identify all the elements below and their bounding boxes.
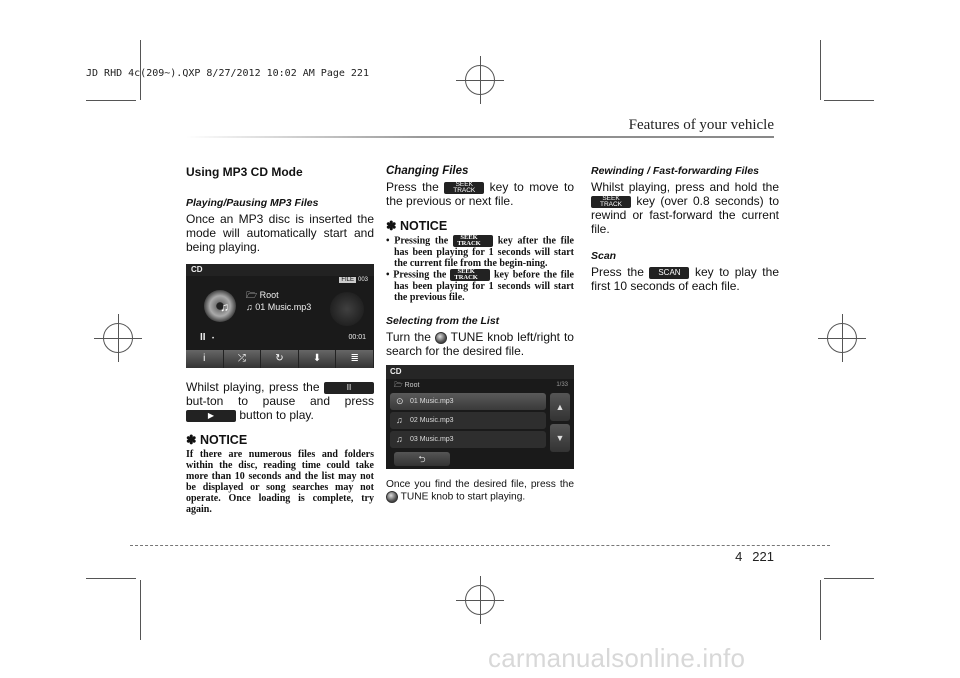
- paragraph: [386, 330, 574, 358]
- seek-track-key-icon: [444, 182, 484, 194]
- text-run: key to play the first 10 seconds of each file.: [591, 265, 779, 293]
- list-item-label: 03 Music.mp3: [410, 436, 454, 443]
- text-run: but-ton to pause and press: [186, 394, 374, 408]
- track-name: [246, 302, 311, 312]
- column-2: [386, 165, 574, 504]
- key-label: SEEK: [602, 194, 620, 202]
- registration-mark-icon: [465, 65, 495, 95]
- crop-mark: [820, 580, 821, 640]
- footer-rule: [130, 545, 830, 546]
- text-run: Whilst playing, press the: [186, 380, 320, 394]
- key-label: TRACK: [457, 240, 481, 247]
- shuffle-icon[interactable]: ⤮: [224, 350, 262, 368]
- notice-bullet: [386, 269, 574, 303]
- crop-mark: [824, 578, 874, 579]
- text-run: Turn the: [386, 330, 431, 344]
- cd-playback-screen: [186, 264, 374, 368]
- notice-heading: ✽ NOTICE: [186, 433, 248, 447]
- screen-mode-label: CD: [390, 367, 402, 376]
- pause-indicator: II: [200, 332, 206, 343]
- screen-button-bar: [186, 350, 374, 368]
- folder-name-text: Root: [404, 382, 420, 389]
- page-number-value: 221: [752, 549, 774, 564]
- text-run: Once you find the desired file, press the: [386, 479, 574, 490]
- file-number-value: 003: [357, 277, 368, 283]
- info-icon[interactable]: i: [186, 350, 224, 368]
- seek-track-key-icon: [591, 196, 631, 208]
- text-run: TUNE knob to start playing.: [400, 491, 526, 503]
- pause-key-icon: II: [324, 382, 374, 394]
- text-run: key to move to the previous or next file.: [386, 180, 574, 208]
- header-rule: [186, 136, 774, 138]
- paragraph: [591, 180, 779, 236]
- key-label: TRACK: [599, 200, 623, 208]
- back-button[interactable]: ⮌: [394, 452, 450, 466]
- paragraph: [186, 380, 374, 422]
- seek-track-key-icon: [450, 269, 490, 281]
- music-note-icon: ♫: [246, 302, 256, 312]
- list-item-label: 01 Music.mp3: [410, 398, 454, 405]
- music-note-icon: ♫: [220, 300, 229, 314]
- file-tag: FILE: [341, 277, 354, 283]
- text-run: Press the: [386, 180, 439, 194]
- key-label: TRACK: [454, 274, 478, 281]
- text-run: key before the file has been playing for 1 seconds will start the previous file.: [394, 269, 574, 303]
- notice-text: If there are numerous files and folders within the disc, reading time could take more than 10 seconds and the list may not be displayed or song searches may not operate. Once loading is complete, try again.: [186, 449, 374, 515]
- subheading: Rewinding / Fast-forwarding Files: [591, 165, 760, 177]
- paragraph: [386, 479, 574, 504]
- visualizer-graphic: [330, 292, 364, 326]
- play-time: 00:01: [348, 334, 366, 341]
- text-run: • Pressing the: [386, 269, 447, 281]
- crop-mark: [824, 100, 874, 101]
- screen-status-bar: [386, 365, 574, 379]
- tune-knob-icon: [435, 332, 447, 344]
- key-label: TRACK: [453, 186, 476, 194]
- music-note-icon: ♫: [396, 415, 403, 425]
- watermark: carmanualsonline.info: [488, 643, 746, 673]
- registration-mark-icon: [465, 585, 495, 615]
- list-item[interactable]: [390, 431, 546, 448]
- scroll-down-button[interactable]: ▼: [550, 424, 570, 452]
- notice-bullet: [386, 235, 574, 269]
- crop-mark: [140, 580, 141, 640]
- crop-mark: [820, 40, 821, 100]
- text-run: Whilst playing, press and hold the: [591, 180, 779, 194]
- subheading: Scan: [591, 250, 617, 262]
- file-list-screen: [386, 365, 574, 469]
- folder-name-text: Root: [259, 290, 279, 300]
- folder-name: [394, 381, 419, 392]
- music-note-icon: ♫: [396, 434, 403, 444]
- text-run: button to play.: [239, 408, 314, 422]
- text-run: key (over 0.8 seconds) to rewind or fast-forward the current file.: [591, 194, 779, 236]
- save-icon[interactable]: ⬇: [299, 350, 337, 368]
- screen-mode-label: CD: [191, 265, 203, 274]
- subheading: Selecting from the List: [386, 315, 500, 327]
- folder-icon: 🗁: [246, 290, 260, 300]
- list-page-count: 1/33: [556, 382, 568, 388]
- list-item[interactable]: [390, 393, 546, 410]
- scan-key-icon: SCAN: [649, 267, 689, 279]
- key-label: SEEK: [455, 180, 473, 188]
- folder-icon: 🗁: [394, 382, 405, 389]
- screen-status-bar: [186, 264, 374, 276]
- text-run: key after the file has been playing for 1 seconds will start the current file from the begin-ning.: [394, 235, 574, 269]
- list-item[interactable]: [390, 412, 546, 429]
- disc-icon: [204, 290, 236, 322]
- text-run: TUNE knob left/right to search for the desired file.: [386, 330, 574, 358]
- track-name-text: 01 Music.mp3: [255, 302, 312, 312]
- crop-mark: [86, 100, 136, 101]
- section-title: Using MP3 CD Mode: [186, 165, 303, 179]
- play-key-icon: ▶: [186, 410, 236, 422]
- paragraph: [386, 180, 574, 208]
- running-head: Features of your vehicle: [628, 117, 774, 133]
- print-slug: JD RHD 4c(209~).QXP 8/27/2012 10:02 AM Page 221: [86, 68, 369, 79]
- paragraph: [591, 265, 779, 293]
- notice-heading: ✽ NOTICE: [386, 219, 448, 233]
- page-number: [735, 549, 774, 564]
- seek-track-key-icon: [453, 235, 493, 247]
- list-icon[interactable]: ≣: [336, 350, 374, 368]
- file-number: [339, 277, 368, 283]
- subheading: Changing Files: [386, 165, 469, 177]
- crop-mark: [86, 578, 136, 579]
- text-run: Press the: [591, 265, 644, 279]
- progress-dot: •: [212, 336, 215, 342]
- key-label: SEEK: [457, 268, 475, 275]
- list-item-label: 02 Music.mp3: [410, 417, 454, 424]
- play-circle-icon: ⊙: [396, 396, 404, 406]
- repeat-icon[interactable]: ↻: [261, 350, 299, 368]
- key-label: SEEK: [460, 234, 478, 241]
- scroll-up-button[interactable]: ▲: [550, 393, 570, 421]
- column-1: [186, 165, 374, 515]
- registration-mark-icon: [827, 323, 857, 353]
- column-3: [591, 165, 779, 293]
- paragraph: Once an MP3 disc is inserted the mode will automatically start and being playing.: [186, 212, 374, 254]
- section-number: 4: [735, 549, 743, 564]
- registration-mark-icon: [103, 323, 133, 353]
- subheading: Playing/Pausing MP3 Files: [186, 197, 319, 209]
- tune-knob-icon: [386, 491, 398, 503]
- text-run: • Pressing the: [386, 235, 449, 247]
